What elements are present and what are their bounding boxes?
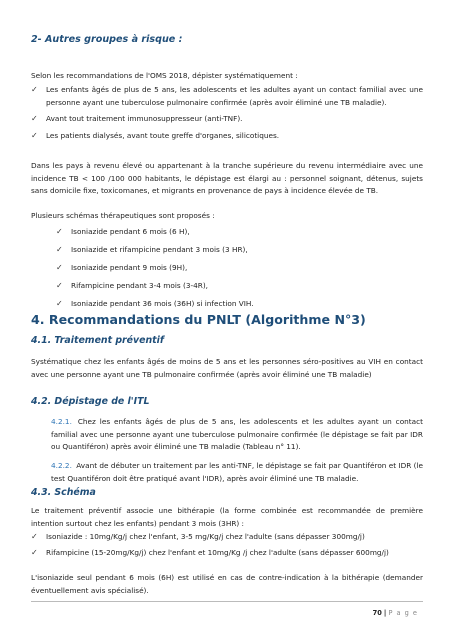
item-number: 4.2.2. [51, 461, 72, 470]
checkmark-icon: ✓ [31, 85, 38, 94]
page-footer [373, 609, 418, 617]
checkmark-icon: ✓ [56, 299, 63, 309]
checkmark-icon: ✓ [31, 114, 38, 124]
item-number: 4.2.1. [51, 417, 72, 426]
section-4-3-heading: 4.3. Schéma [31, 487, 96, 498]
list-item: ✓ Isoniazide : 10mg/Kg/j chez l'enfant, 3-5 mg/Kg/j chez l'adulte (sans dépasser 300mg/j) [31, 531, 423, 544]
schemas-intro: Plusieurs schémas thérapeutiques sont proposés : [31, 211, 215, 220]
section-4-1-heading: 4.1. Traitement préventif [31, 335, 164, 346]
checkmark-icon: ✓ [56, 281, 63, 291]
section-4-2-1-text: 4.2.1. Chez les enfants âgés de plus de 5 ans, les adolescents et les adultes ayant un contact familial avec une personne ayant une tuberculose pulmonaire confirmée (le dépistage se fait par IDR ou Quantiféron) après avoir éliminé une TB maladie (Tableau n° 11). [51, 417, 423, 452]
section-4-3-note: L'isoniazide seul pendant 6 mois (6H) est utilisé en cas de contre-indication à la bithérapie (demander éventuellement avis spécialisé). [31, 573, 423, 595]
list-item: ✓ Isoniazide pendant 6 mois (6 H), [31, 226, 423, 239]
list-item: ✓ Avant tout traitement immunosuppresseur (anti-TNF). [31, 113, 423, 126]
page-number: 70 [372, 609, 382, 617]
bitherapy-list [31, 531, 423, 559]
page-label: P a g e [388, 609, 418, 617]
list-item: ✓ Isoniazide pendant 9 mois (9H), [31, 262, 423, 275]
list-item: ✓ Isoniazide et rifampicine pendant 3 mois (3 HR), [31, 244, 423, 257]
list-item: ✓ Rifampicine (15-20mg/Kg/j) chez l'enfant et 10mg/Kg /j chez l'adulte (sans dépasser 600mg/j) [31, 547, 423, 560]
list-item: ✓ Les patients dialysés, avant toute greffe d'organes, silicotiques. [31, 130, 423, 143]
checkmark-icon: ✓ [56, 245, 63, 255]
footer-divider [31, 601, 423, 602]
checkmark-icon: ✓ [31, 130, 38, 140]
incidence-paragraph: Dans les pays à revenu élevé ou appartenant à la tranche supérieure du revenu intermédiaire avec une incidence TB < 100 /100 000 habitants, le dépistage est élargi au : personnel soignant, détenus, sujets sans domicile fixe, toxicomanes, et migrants en provenance de pays à incidence élevée de TB. [31, 161, 423, 196]
section-4-2-2-text: 4.2.2. Avant de débuter un traitement par les anti-TNF, le dépistage se fait par Quantiféron et IDR (le test Quantiféron doit être pratiqué avant l'IDR), après avoir éliminé une TB maladie. [51, 461, 423, 483]
checkmark-icon: ✓ [56, 227, 63, 236]
schemas-list [31, 226, 423, 311]
section-4-2-heading: 4.2. Dépistage de l'ITL [31, 396, 150, 407]
checkmark-icon: ✓ [56, 263, 63, 273]
list-item: ✓ Isoniazide pendant 36 mois (36H) si infection VIH. [31, 298, 423, 311]
section-4-1-text: Systématique chez les enfants âgés de moins de 5 ans et les personnes séro-positives au VIH en contact avec une personne ayant une TB pulmonaire confirmée (après avoir éliminé une TB maladie) [31, 357, 423, 379]
list-item: ✓ Les enfants âgés de plus de 5 ans, les adolescents et les adultes ayant un contact familial avec une personne ayant une tuberculose pulmonaire confirmée (après avoir éliminé une TB maladie). [31, 85, 423, 107]
section-2-intro: Selon les recommandations de l'OMS 2018, dépister systématiquement : [31, 71, 298, 80]
checkmark-icon: ✓ [31, 547, 38, 557]
section-4-heading: 4. Recommandations du PNLT (Algorithme N°3) [31, 312, 366, 327]
footer-separator: | [383, 609, 387, 617]
list-item: ✓ Rifampicine pendant 3-4 mois (3-4R), [31, 280, 423, 293]
risk-groups-list [31, 84, 423, 142]
checkmark-icon: ✓ [31, 532, 38, 541]
section-2-heading: 2- Autres groupes à risque : [31, 34, 183, 45]
section-4-3-text: Le traitement préventif associe une bithérapie (la forme combinée est recommandée de première intention surtout chez les enfants) pendant 3 mois (3HR) : [31, 506, 423, 528]
